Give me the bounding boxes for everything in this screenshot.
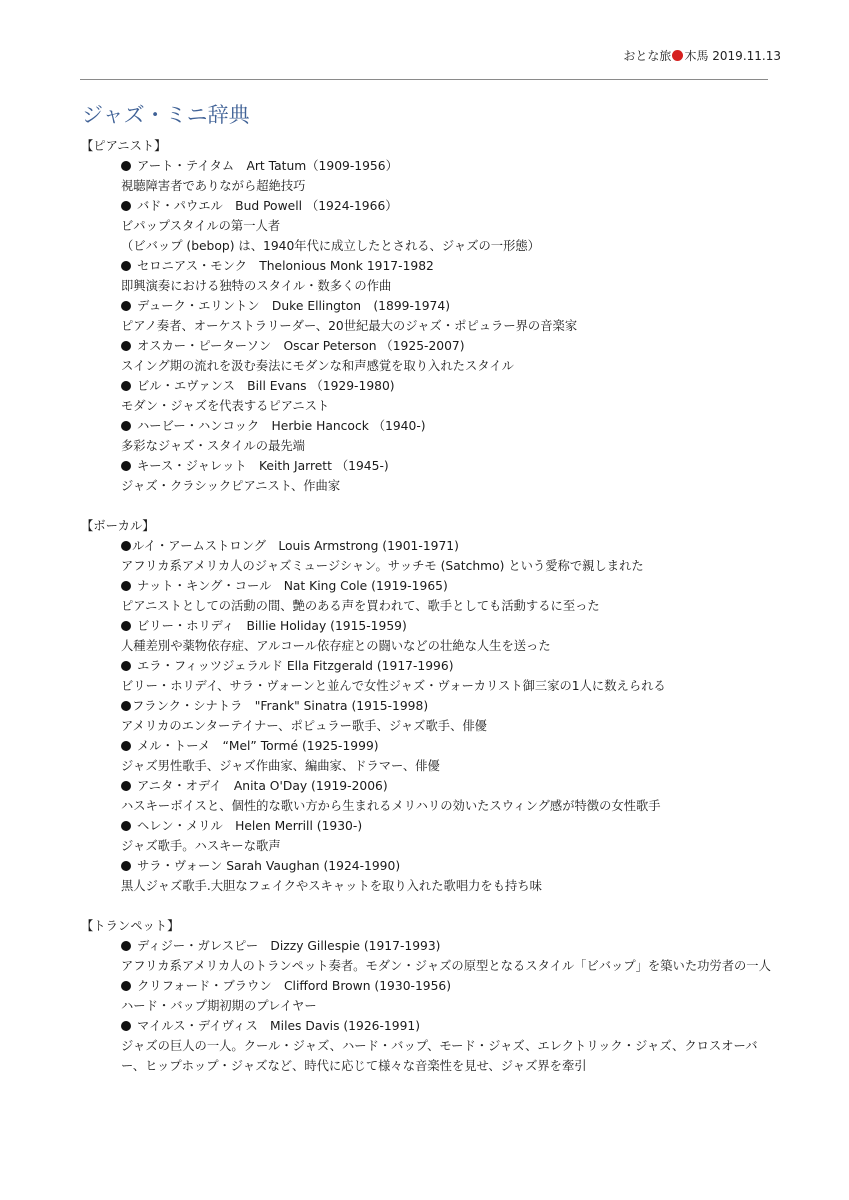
bullet-icon [121, 1021, 131, 1031]
artist-name: アート・テイタム Art Tatum（1909-1956） [137, 159, 398, 173]
artist-entry [84, 776, 774, 816]
artist-name: デューク・エリントン Duke Ellington (1899-1974) [137, 299, 450, 313]
red-circle-icon [672, 50, 683, 61]
artist-description: 人種差別や薬物依存症、アルコール依存症との闘いなどの壮絶な人生を送った [121, 639, 551, 653]
artist-name-line [121, 416, 774, 436]
section-title: 【ピアニスト】 [81, 139, 167, 153]
bullet-icon [121, 621, 131, 631]
bullet-icon [121, 421, 131, 431]
artist-description: ピアノ奏者、オーケストラリーダー、20世紀最大のジャズ・ポピュラー界の音楽家 [121, 319, 578, 333]
artist-name-line [121, 376, 774, 396]
artist-entry [84, 616, 774, 656]
document-date: 2019.11.13 [712, 49, 781, 63]
artist-name: アニタ・オデイ Anita O'Day (1919-2006) [137, 779, 388, 793]
section [81, 516, 774, 896]
artist-description: 即興演奏における独特のスタイル・数多くの作曲 [121, 279, 392, 293]
artist-name: フランク・シナトラ "Frank" Sinatra (1915-1998) [132, 699, 429, 713]
artist-entry [84, 456, 774, 496]
artist-name: ハービー・ハンコック Herbie Hancock （1940-) [137, 419, 426, 433]
artist-description: （ビバップ (bebop) は、1940年代に成立したとされる、ジャズの一形態） [121, 239, 540, 253]
artist-name-line [121, 976, 774, 996]
artist-name: ビル・エヴァンス Bill Evans （1929-1980) [137, 379, 395, 393]
artist-name: セロニアス・モンク Thelonious Monk 1917-1982 [137, 259, 434, 273]
bullet-icon [121, 381, 131, 391]
artist-entry [84, 296, 774, 336]
artist-name-line [121, 736, 774, 756]
bullet-icon [121, 201, 131, 211]
artist-entry [84, 536, 774, 576]
section-title: 【ボーカル】 [81, 519, 155, 533]
artist-entry [84, 656, 774, 696]
artist-description: ピアニストとしての活動の間、艶のある声を買われて、歌手としても活動するに至った [121, 599, 600, 613]
artist-name-line [121, 456, 774, 476]
header-divider [80, 79, 768, 80]
section-title: 【トランペット】 [81, 919, 180, 933]
artist-name: サラ・ヴォーン Sarah Vaughan (1924-1990) [137, 859, 401, 873]
header-meta [623, 47, 781, 64]
artist-description: ジャズ男性歌手、ジャズ作曲家、編曲家、ドラマー、俳優 [121, 759, 440, 773]
artist-name-line [121, 536, 774, 556]
artist-name: ナット・キング・コール Nat King Cole (1919-1965) [137, 579, 448, 593]
artist-description: ハード・バップ期初期のプレイヤー [121, 999, 317, 1013]
artist-description: ビリー・ホリデイ、サラ・ヴォーンと並んで女性ジャズ・ヴォーカリスト御三家の1人に数えられる [121, 679, 666, 693]
artist-name: マイルス・デイヴィス Miles Davis (1926-1991) [137, 1019, 421, 1033]
bullet-icon [121, 821, 131, 831]
bullet-icon [121, 341, 131, 351]
artist-name-line [121, 696, 774, 716]
bullet-icon [121, 701, 131, 711]
bullet-icon [121, 301, 131, 311]
bullet-icon [121, 461, 131, 471]
section [81, 916, 774, 1076]
artist-entry [84, 336, 774, 376]
artist-entry [84, 696, 774, 736]
artist-name-line [121, 256, 774, 276]
artist-name: バド・パウエル Bud Powell （1924-1966） [137, 199, 398, 213]
artist-description: モダン・ジャズを代表するピアニスト [121, 399, 330, 413]
artist-description: スイング期の流れを汲む奏法にモダンな和声感覚を取り入れたスタイル [121, 359, 514, 373]
artist-name: エラ・フィッツジェラルド Ella Fitzgerald (1917-1996) [137, 659, 454, 673]
artist-name: ディジー・ガレスピー Dizzy Gillespie (1917-1993) [137, 939, 441, 953]
publisher-suffix: 木馬 [684, 49, 709, 63]
bullet-icon [121, 661, 131, 671]
bullet-icon [121, 781, 131, 791]
artist-entry [84, 156, 774, 196]
artist-name: メル・トーメ “Mel” Tormé (1925-1999) [137, 739, 379, 753]
artist-description: ジャズ歌手。ハスキーな歌声 [121, 839, 281, 853]
artist-name-line [121, 576, 774, 596]
artist-description: 多彩なジャズ・スタイルの最先端 [121, 439, 305, 453]
artist-entry [84, 976, 774, 1016]
bullet-icon [121, 981, 131, 991]
bullet-icon [121, 861, 131, 871]
artist-description: アフリカ系アメリカ人のトランペット奏者。モダン・ジャズの原型となるスタイル「ビバップ」を築いた功労者の一人 [121, 959, 771, 973]
artist-name-line [121, 156, 774, 176]
artist-description: アフリカ系アメリカ人のジャズミュージシャン。サッチモ (Satchmo) という愛称で親しまれた [121, 559, 644, 573]
artist-entry [84, 376, 774, 416]
artist-description: 黒人ジャズ歌手.大胆なフェイクやスキャットを取り入れた歌唱力をも持ち味 [121, 879, 542, 893]
artist-name-line [121, 936, 774, 956]
artist-name: ルイ・アームストロング Louis Armstrong (1901-1971) [132, 539, 459, 553]
artist-name-line [121, 856, 774, 876]
artist-entry [84, 196, 774, 256]
bullet-icon [121, 741, 131, 751]
artist-entry [84, 736, 774, 776]
artist-description: ハスキーボイスと、個性的な歌い方から生まれるメリハリの効いたスウィング感が特徴の女性歌手 [121, 799, 661, 813]
bullet-icon [121, 161, 131, 171]
artist-entry [84, 856, 774, 896]
bullet-icon [121, 261, 131, 271]
artist-description: ジャズ・クラシックピアニスト、作曲家 [121, 479, 341, 493]
artist-entry [84, 936, 774, 976]
artist-description: ジャズの巨人の一人。クール・ジャズ、ハード・バップ、モード・ジャズ、エレクトリック・ジャズ、クロスオーバー、ヒップホップ・ジャズなど、時代に応じて様々な音楽性を見せ、ジャズ界を牽引 [121, 1039, 758, 1073]
artist-name: クリフォード・ブラウン Clifford Brown (1930-1956) [137, 979, 452, 993]
artist-name: ヘレン・メリル Helen Merrill (1930-) [137, 819, 363, 833]
artist-name: オスカー・ピーターソン Oscar Peterson （1925-2007) [137, 339, 465, 353]
publisher-name: おとな旅 [623, 49, 672, 63]
bullet-icon [121, 941, 131, 951]
artist-name: ビリー・ホリディ Billie Holiday (1915-1959) [137, 619, 407, 633]
artist-entry [84, 256, 774, 296]
artist-entry [84, 416, 774, 456]
artist-entry [84, 576, 774, 616]
artist-name-line [121, 616, 774, 636]
page-title: ジャズ・ミニ辞典 [82, 103, 250, 128]
artist-name-line [121, 1016, 774, 1036]
artist-name: キース・ジャレット Keith Jarrett （1945-) [137, 459, 389, 473]
artist-description: アメリカのエンターテイナー、ポピュラー歌手、ジャズ歌手、俳優 [121, 719, 487, 733]
artist-name-line [121, 656, 774, 676]
artist-name-line [121, 776, 774, 796]
bullet-icon [121, 541, 131, 551]
section [81, 136, 774, 496]
artist-description: 視聴障害者でありながら超絶技巧 [121, 179, 306, 193]
dictionary-content [81, 136, 774, 1096]
artist-entry [84, 816, 774, 856]
artist-description: ビパップスタイルの第一人者 [121, 219, 281, 233]
artist-name-line [121, 196, 774, 216]
artist-name-line [121, 336, 774, 356]
artist-name-line [121, 296, 774, 316]
artist-entry [84, 1016, 774, 1076]
artist-name-line [121, 816, 774, 836]
bullet-icon [121, 581, 131, 591]
